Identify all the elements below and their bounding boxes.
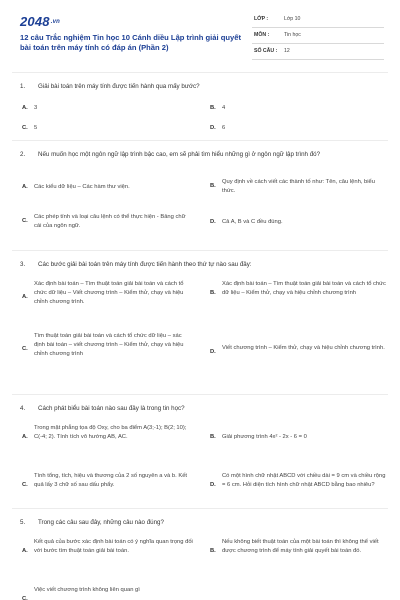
- meta-label: MÔN :: [254, 32, 270, 38]
- meta-row-subject: [252, 28, 384, 44]
- option-text: Quy định về cách viết các thành tố như: Tên, câu lệnh, biểu thức.: [222, 179, 375, 194]
- question-number: 2.: [20, 151, 26, 158]
- question-number: 1.: [20, 83, 26, 90]
- question-stem: Trong các câu sau đây, những câu nào đúng?: [38, 519, 164, 526]
- logo-suffix: .vn: [50, 19, 61, 25]
- question-stem: Cách phát biểu bài toán nào sau đây là trong tin học?: [38, 405, 185, 412]
- option-letter: B.: [210, 105, 216, 111]
- question-text: [20, 260, 365, 270]
- option-letter: C.: [22, 596, 28, 600]
- option-letter: A.: [22, 294, 28, 300]
- option-letter: B.: [210, 290, 216, 296]
- page-header: [0, 0, 400, 68]
- divider: [12, 250, 388, 251]
- option-text: Có một hình chữ nhật ABCD với chiều dài = 9 cm và chiều rộng = 6 cm. Hỏi diện tích hình chữ nhật ABCD bằng bao nhiêu?: [222, 473, 386, 488]
- option-text: 3: [34, 105, 38, 111]
- option-letter: A.: [22, 184, 28, 190]
- logo-text: 2048: [20, 14, 50, 29]
- divider: [12, 72, 388, 73]
- question-text: [20, 518, 365, 528]
- option-letter: B.: [210, 183, 216, 189]
- meta-value: Lớp 10: [284, 16, 301, 22]
- option-letter: A.: [22, 434, 28, 440]
- question-text: [20, 404, 365, 414]
- option-text: 5: [34, 125, 38, 131]
- option-letter: C.: [22, 346, 28, 352]
- question-text: [20, 82, 365, 92]
- option-text: Việc viết chương trình không liên quan gì: [34, 587, 140, 593]
- question-number: 3.: [20, 261, 26, 268]
- option-text: Tìm thuật toán giải bài toán và cách tổ chức dữ liệu – xác định bài toán – viết chương trình – Kiểm thử, chạy và hiệu chỉnh chương trình: [34, 333, 184, 357]
- meta-row-class: [252, 12, 384, 28]
- option-text: Trong mặt phẳng tọa độ Oxy, cho ba điểm A(3;-1); B(2; 10); C(-4; 2). Tính tích vô hướng AB, AC.: [34, 425, 187, 440]
- meta-label: SỐ CÂU :: [254, 48, 278, 54]
- option-text: Các kiểu dữ liệu – Các hàm thư viện.: [34, 184, 130, 190]
- option-text: Tính tổng, tích, hiệu và thương của 2 số nguyên a và b. Kết quả lấy 3 chữ số sau dấu phẩy.: [34, 473, 188, 488]
- question-number: 4.: [20, 405, 26, 412]
- option-letter: C.: [22, 482, 28, 488]
- question-stem: Nếu muốn học một ngôn ngữ lập trình bậc cao, em sẽ phải tìm hiểu những gì ở ngôn ngữ lập trình đó?: [38, 151, 321, 158]
- question-stem: Các bước giải bài toán trên máy tính được tiến hành theo thứ tự nào sau đây:: [38, 261, 252, 268]
- option-text: 6: [222, 125, 226, 131]
- option-letter: B.: [210, 548, 216, 554]
- option-text: Viết chương trình – Kiểm thử, chạy và hiệu chỉnh chương trình.: [222, 345, 385, 351]
- meta-row-count: [252, 44, 384, 60]
- option-letter: D.: [210, 125, 216, 131]
- meta-value: Tin học: [284, 32, 301, 38]
- option-letter: A.: [22, 548, 28, 554]
- meta-value: 12: [284, 48, 290, 54]
- option-text: 4: [222, 105, 226, 111]
- document-title: 12 câu Trắc nghiệm Tin học 10 Cánh diều Lập trình giải quyết bài toán trên máy tính có đáp án (Phần 2): [20, 33, 241, 52]
- option-letter: D.: [210, 219, 216, 225]
- question-number: 5.: [20, 519, 26, 526]
- divider: [12, 140, 388, 141]
- option-letter: B.: [210, 434, 216, 440]
- option-text: Nếu không biết thuật toán của một bài toán thì không thể viết được chương trình để máy tính giải quyết bài toán đó.: [222, 539, 379, 554]
- option-letter: D.: [210, 482, 216, 488]
- option-text: Cả A, B và C đều đúng.: [222, 219, 283, 225]
- option-text: Xác định bài toán – Tìm thuật toán giải bài toán và cách tổ chức dữ liệu – Kiểm thử, chạy và hiệu chỉnh chương trình: [222, 281, 386, 296]
- option-letter: C.: [22, 218, 28, 224]
- option-letter: C.: [22, 125, 28, 131]
- divider: [12, 508, 388, 509]
- site-logo[interactable]: [20, 14, 60, 29]
- option-text: Kết quả của bước xác định bài toán có ý nghĩa quan trọng đối với bước tìm thuật toán giải bài toán.: [34, 539, 193, 554]
- divider: [12, 394, 388, 395]
- option-letter: A.: [22, 105, 28, 111]
- option-text: Xác định bài toán – Tìm thuật toán giải bài toán và cách tổ chức dữ liệu – Viết chương trình – Kiểm thử, chạy và hiệu chỉnh chương trình.: [34, 281, 184, 305]
- meta-label: LỚP :: [254, 16, 269, 22]
- meta-table: [252, 12, 384, 60]
- option-text: Các phép tính và loại câu lệnh có thể thực hiện - Bảng chữ cái của ngôn ngữ.: [34, 214, 186, 229]
- question-stem: Giải bài toán trên máy tính được tiến hành qua mấy bước?: [38, 83, 200, 90]
- question-text: [20, 150, 365, 160]
- option-text: Giải phương trình 4x² - 2x - 6 = 0: [222, 434, 307, 440]
- option-letter: D.: [210, 349, 216, 355]
